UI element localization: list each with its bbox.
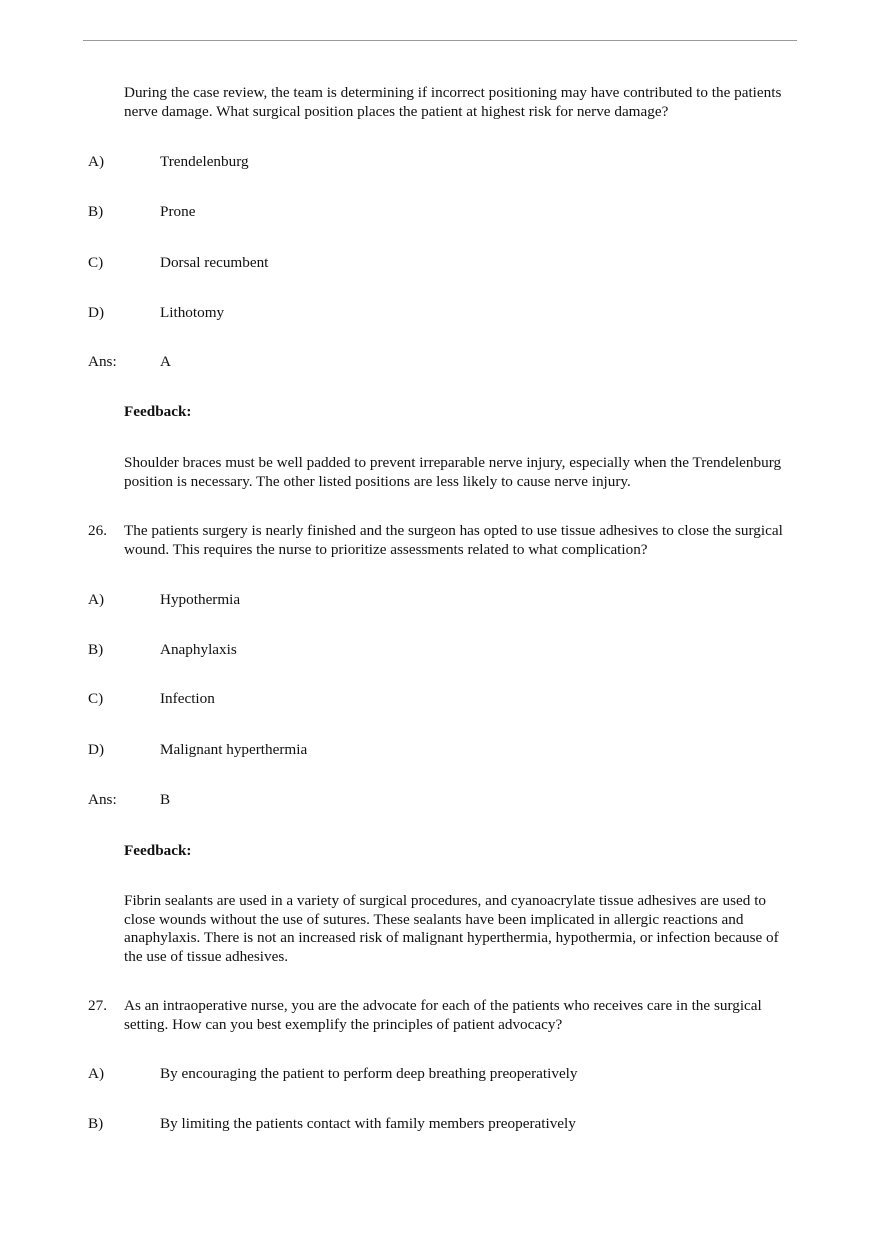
q25-option-d-text: Lithotomy bbox=[160, 304, 225, 321]
q26-option-a-text: Hypothermia bbox=[160, 591, 241, 608]
q26-option-c-text: Infection bbox=[160, 690, 215, 707]
q25-feedback-label: Feedback: bbox=[124, 403, 192, 420]
q26-option-c-letter: C) bbox=[88, 690, 104, 707]
q25-answer-value: A bbox=[160, 353, 171, 370]
q25-option-c-text: Dorsal recumbent bbox=[160, 254, 269, 271]
q26-option-b-letter: B) bbox=[88, 641, 104, 658]
q26-answer-value: B bbox=[160, 791, 171, 808]
q25-option-c-letter: C) bbox=[88, 254, 104, 271]
q26-option-d-text: Malignant hyperthermia bbox=[160, 741, 308, 758]
q26-option-d-letter: D) bbox=[88, 741, 105, 758]
q25-option-b-text: Prone bbox=[160, 203, 196, 220]
q26-option-b-text: Anaphylaxis bbox=[160, 641, 237, 658]
q26-answer-label: Ans: bbox=[88, 791, 117, 808]
q26-feedback-label: Feedback: bbox=[124, 842, 192, 859]
q27-option-b-letter: B) bbox=[88, 1115, 104, 1132]
q27-number: 27. bbox=[88, 997, 107, 1014]
q25-feedback-text: Shoulder braces must be well padded to prevent irreparable nerve injury, especially when the Trendelenburg position is necessary. The other listed positions are less likely to cause nerve injury. bbox=[124, 454, 782, 490]
q26-option-a-letter: A) bbox=[88, 591, 105, 608]
q27-option-a-letter: A) bbox=[88, 1065, 105, 1082]
q26-number: 26. bbox=[88, 522, 107, 539]
q25-option-d-letter: D) bbox=[88, 304, 105, 321]
header-rule bbox=[83, 40, 797, 41]
q25-stem: During the case review, the team is determining if incorrect positioning may have contributed to the patients nerve damage. What surgical position places the patient at highest risk for nerve damage? bbox=[124, 84, 782, 120]
q26-stem: The patients surgery is nearly finished and the surgeon has opted to use tissue adhesives to close the surgical wound. This requires the nurse to prioritize assessments related to what complication? bbox=[124, 522, 783, 558]
q27-stem: As an intraoperative nurse, you are the advocate for each of the patients who receives care in the surgical setting. How can you best exemplify the principles of patient advocacy? bbox=[124, 997, 762, 1033]
q25-answer-label: Ans: bbox=[88, 353, 117, 370]
q27-option-b-text: By limiting the patients contact with family members preoperatively bbox=[160, 1115, 576, 1132]
q26-feedback-text: Fibrin sealants are used in a variety of surgical procedures, and cyanoacrylate tissue adhesives are used to close wounds without the use of sutures. These sealants have been implicated in allergic reactions and anaphylaxis. There is not an increased risk of malignant hyperthermia, hypothermia, or infection because of the use of tissue adhesives. bbox=[124, 892, 779, 965]
q25-option-a-letter: A) bbox=[88, 153, 105, 170]
q25-option-b-letter: B) bbox=[88, 203, 104, 220]
q25-option-a-text: Trendelenburg bbox=[160, 153, 249, 170]
q27-option-a-text: By encouraging the patient to perform deep breathing preoperatively bbox=[160, 1065, 578, 1082]
